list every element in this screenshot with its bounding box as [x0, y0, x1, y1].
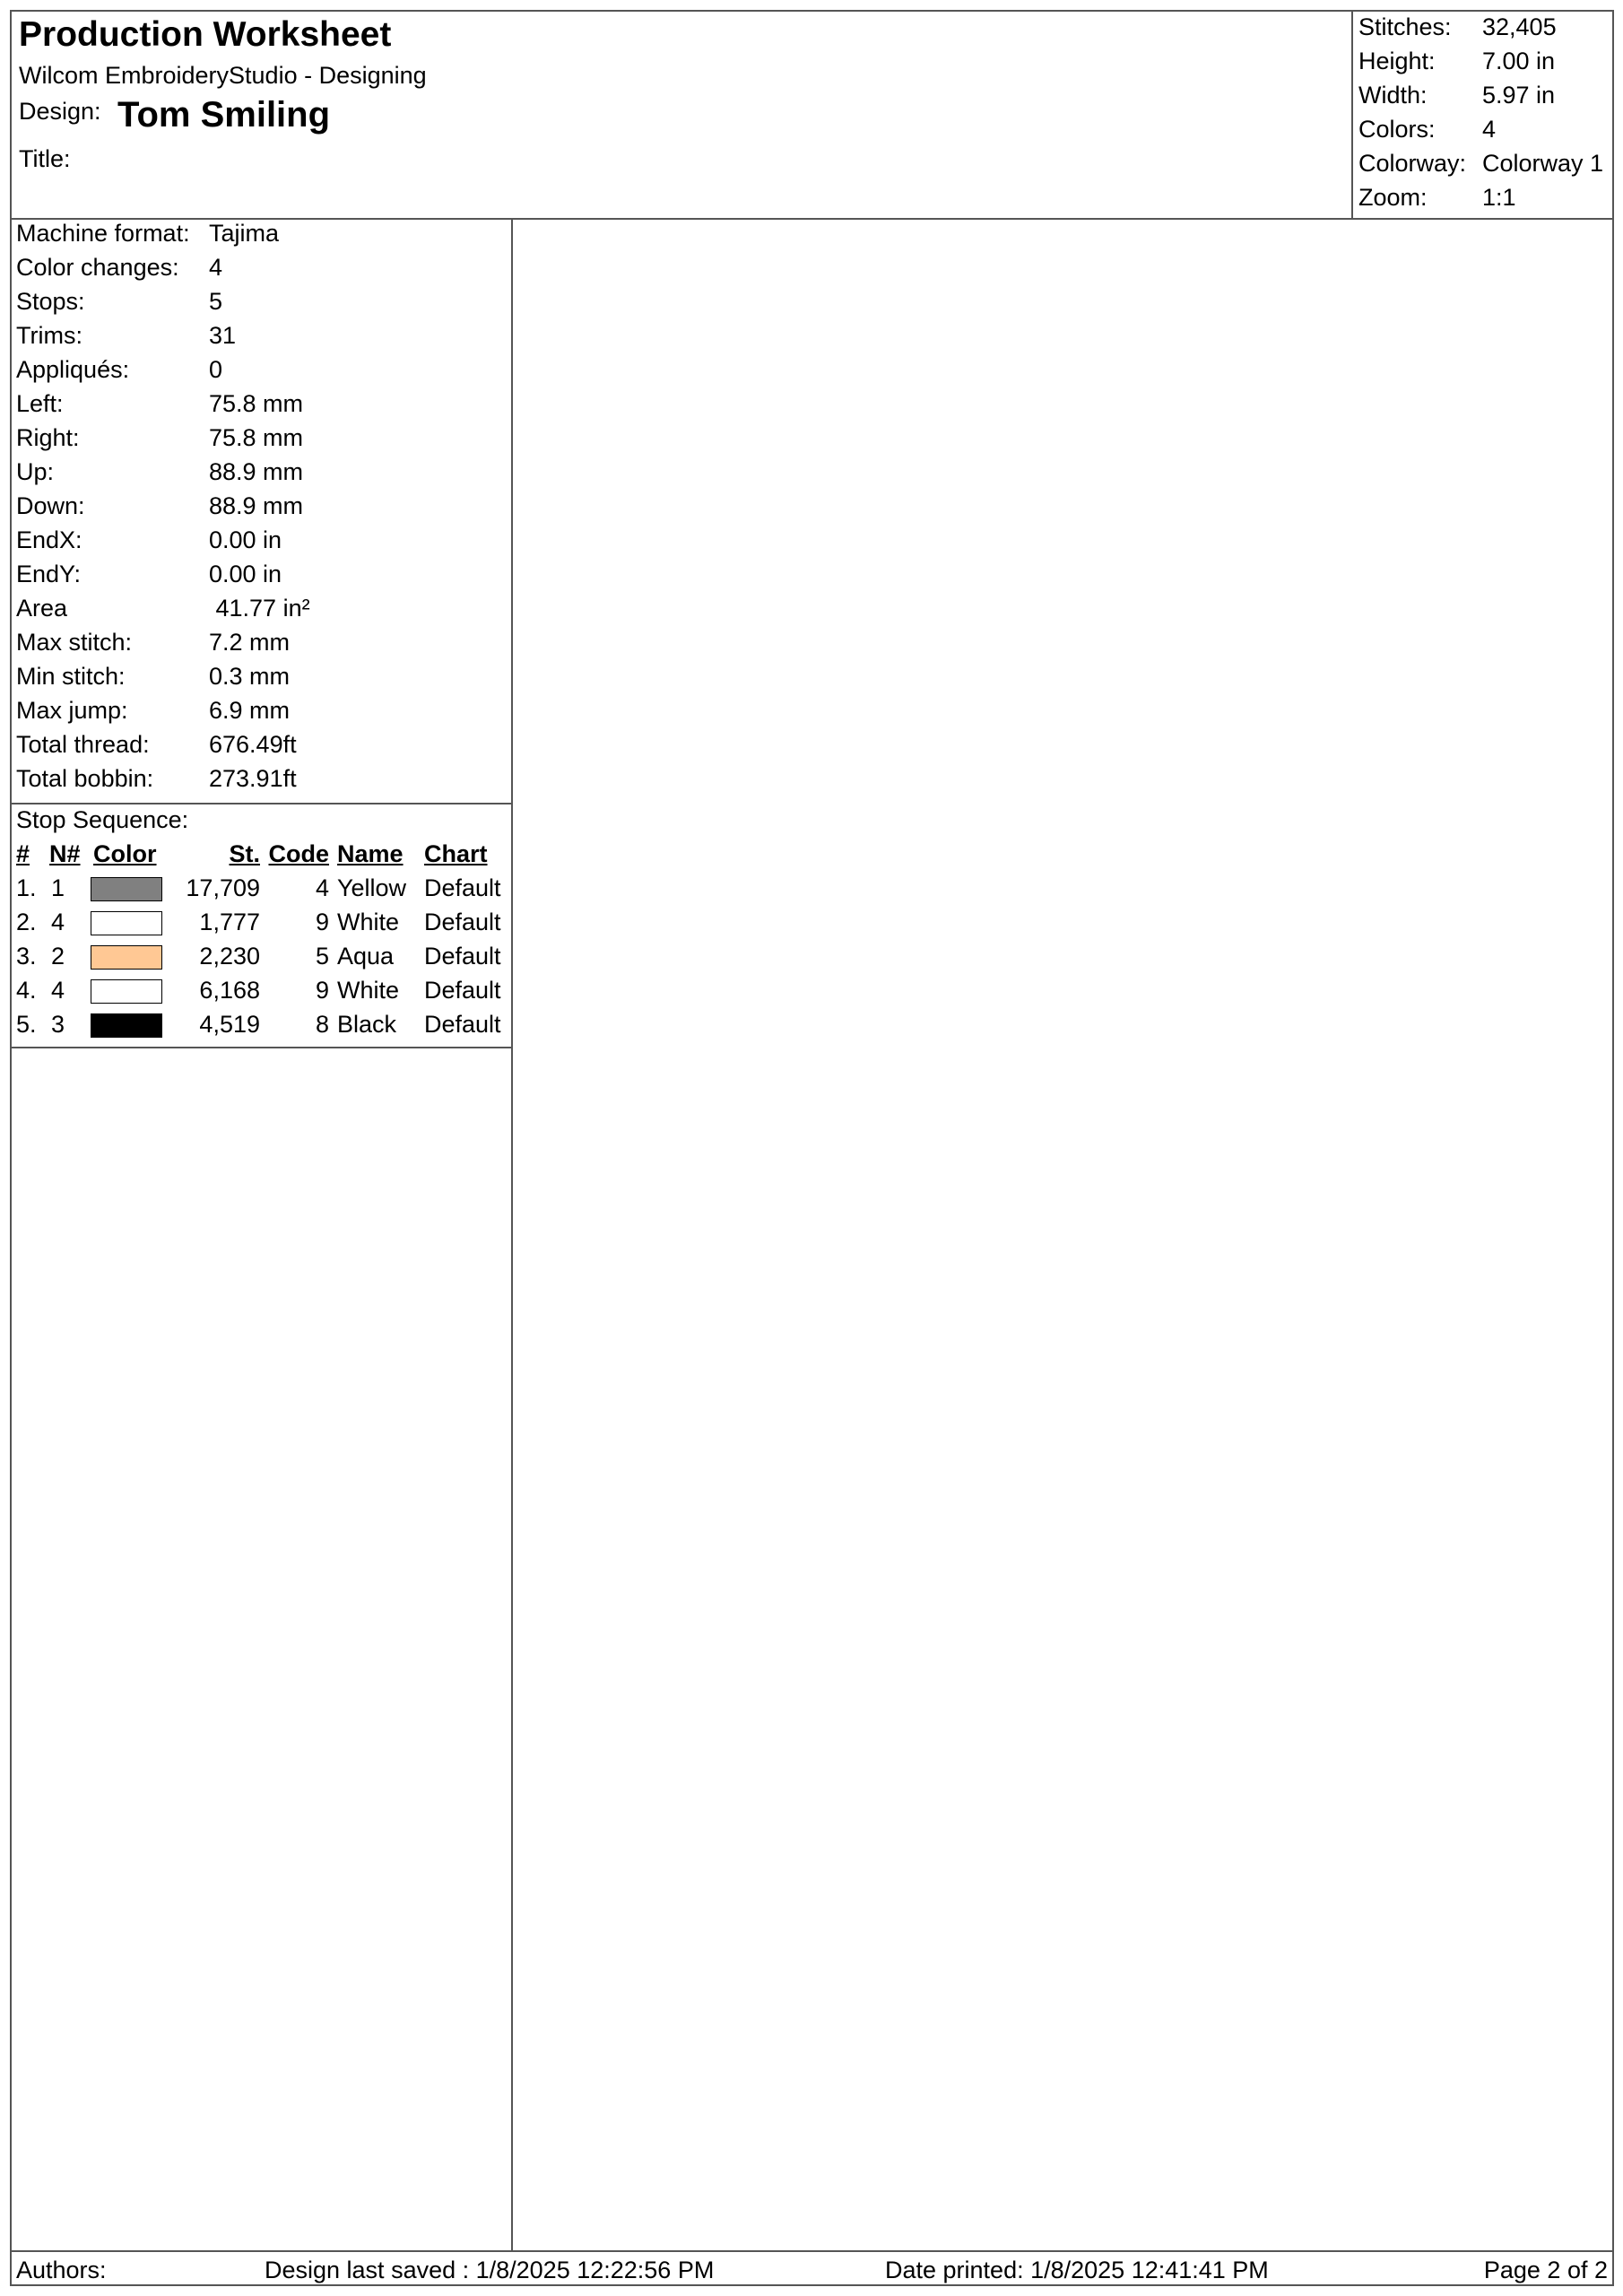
authors-label: Authors:	[16, 2257, 107, 2283]
row-chart: Default	[424, 874, 501, 901]
row-needle: 3	[51, 1011, 65, 1038]
design-label: Design:	[19, 98, 101, 125]
row-stitches: 6,168	[199, 977, 260, 1004]
width-value: 5.97 in	[1482, 82, 1556, 109]
colors-label: Colors:	[1358, 116, 1436, 143]
row-chart: Default	[424, 977, 501, 1004]
stat-value: 0	[209, 356, 223, 383]
row-num: 3.	[16, 943, 37, 970]
stat-value: 7.2 mm	[209, 629, 291, 656]
row-stitches: 1,777	[199, 909, 260, 935]
row-stitches: 17,709	[186, 874, 260, 901]
column-header-name: Name	[337, 840, 404, 867]
stat-label: Total bobbin:	[16, 765, 154, 792]
stat-value: 75.8 mm	[209, 390, 304, 417]
stat-value: 0.00 in	[209, 561, 282, 587]
page-number: Page 2 of 2	[1483, 2257, 1608, 2283]
column-header-stitches: St.	[229, 840, 260, 867]
stat-value: 88.9 mm	[209, 458, 304, 485]
worksheet-footer	[12, 2250, 1612, 2286]
stat-value: Tajima	[209, 220, 280, 247]
row-code: 9	[315, 909, 329, 935]
row-needle: 2	[51, 943, 65, 970]
zoom-value: 1:1	[1482, 184, 1516, 211]
stat-label: Min stitch:	[16, 663, 126, 690]
stat-value: 31	[209, 322, 237, 349]
stitches-label: Stitches:	[1358, 13, 1452, 40]
colors-value: 4	[1482, 116, 1497, 143]
stat-value: 6.9 mm	[209, 697, 291, 724]
stat-value: 273.91ft	[209, 765, 297, 792]
stat-label: Up:	[16, 458, 55, 485]
stat-label: EndX:	[16, 526, 82, 553]
row-num: 5.	[16, 1011, 37, 1038]
row-chart: Default	[424, 1011, 501, 1038]
production-worksheet	[10, 10, 1614, 2286]
column-header-color: Color	[93, 840, 157, 867]
stat-label: Trims:	[16, 322, 82, 349]
date-printed: Date printed: 1/8/2025 12:41:41 PM	[885, 2257, 1269, 2283]
column-header-chart: Chart	[424, 840, 488, 867]
row-code: 4	[315, 874, 329, 901]
stat-label: Stops:	[16, 288, 85, 315]
stat-value: 4	[209, 254, 223, 281]
stat-label: Appliqués:	[16, 356, 130, 383]
color-swatch	[91, 911, 162, 935]
row-code: 9	[315, 977, 329, 1004]
row-num: 1.	[16, 874, 37, 901]
software-name: Wilcom EmbroideryStudio - Designing	[19, 62, 427, 89]
row-num: 4.	[16, 977, 37, 1004]
stat-value: 88.9 mm	[209, 492, 304, 519]
row-name: White	[337, 909, 400, 935]
left-column	[12, 218, 513, 2250]
row-code: 8	[315, 1011, 329, 1038]
colorway-value: Colorway 1	[1482, 150, 1604, 177]
stop-sequence-title: Stop Sequence:	[16, 806, 189, 833]
row-name: White	[337, 977, 400, 1004]
color-swatch	[91, 979, 162, 1004]
stat-label: Color changes:	[16, 254, 179, 281]
color-swatch	[91, 877, 162, 901]
stat-value: 41.77 in²	[209, 595, 310, 622]
row-needle: 1	[51, 874, 65, 901]
color-swatch	[91, 1013, 162, 1038]
stat-value: 75.8 mm	[209, 424, 304, 451]
width-label: Width:	[1358, 82, 1428, 109]
height-value: 7.00 in	[1482, 48, 1556, 74]
worksheet-header	[12, 12, 1612, 220]
stat-label: Left:	[16, 390, 64, 417]
height-label: Height:	[1358, 48, 1436, 74]
row-code: 5	[315, 943, 329, 970]
stat-value: 0.3 mm	[209, 663, 291, 690]
column-header-needle: N#	[49, 840, 81, 867]
row-chart: Default	[424, 909, 501, 935]
page-title: Production Worksheet	[19, 15, 392, 54]
row-needle: 4	[51, 977, 65, 1004]
summary-panel	[1351, 12, 1614, 218]
design-last-saved: Design last saved : 1/8/2025 12:22:56 PM	[265, 2257, 715, 2283]
row-needle: 4	[51, 909, 65, 935]
stat-value: 5	[209, 288, 223, 315]
row-chart: Default	[424, 943, 501, 970]
color-swatch	[91, 945, 162, 970]
stat-label: Max stitch:	[16, 629, 133, 656]
stat-label: Machine format:	[16, 220, 190, 247]
row-name: Black	[337, 1011, 397, 1038]
stat-label: Total thread:	[16, 731, 150, 758]
title-label: Title:	[19, 145, 71, 172]
stat-label: Down:	[16, 492, 85, 519]
stitches-value: 32,405	[1482, 13, 1557, 40]
stat-label: Right:	[16, 424, 80, 451]
row-name: Aqua	[337, 943, 395, 970]
stat-label: Max jump:	[16, 697, 128, 724]
stat-label: EndY:	[16, 561, 82, 587]
stat-value: 676.49ft	[209, 731, 297, 758]
stat-label: Area	[16, 595, 68, 622]
colorway-label: Colorway:	[1358, 150, 1467, 177]
design-statistics	[12, 218, 511, 804]
column-header-code: Code	[268, 840, 329, 867]
row-stitches: 2,230	[199, 943, 260, 970]
design-name: Tom Smiling	[117, 95, 331, 135]
column-header-num: #	[16, 840, 30, 867]
row-num: 2.	[16, 909, 37, 935]
stat-value: 0.00 in	[209, 526, 282, 553]
stop-sequence	[12, 803, 511, 1048]
row-name: Yellow	[337, 874, 407, 901]
zoom-label: Zoom:	[1358, 184, 1428, 211]
row-stitches: 4,519	[199, 1011, 260, 1038]
